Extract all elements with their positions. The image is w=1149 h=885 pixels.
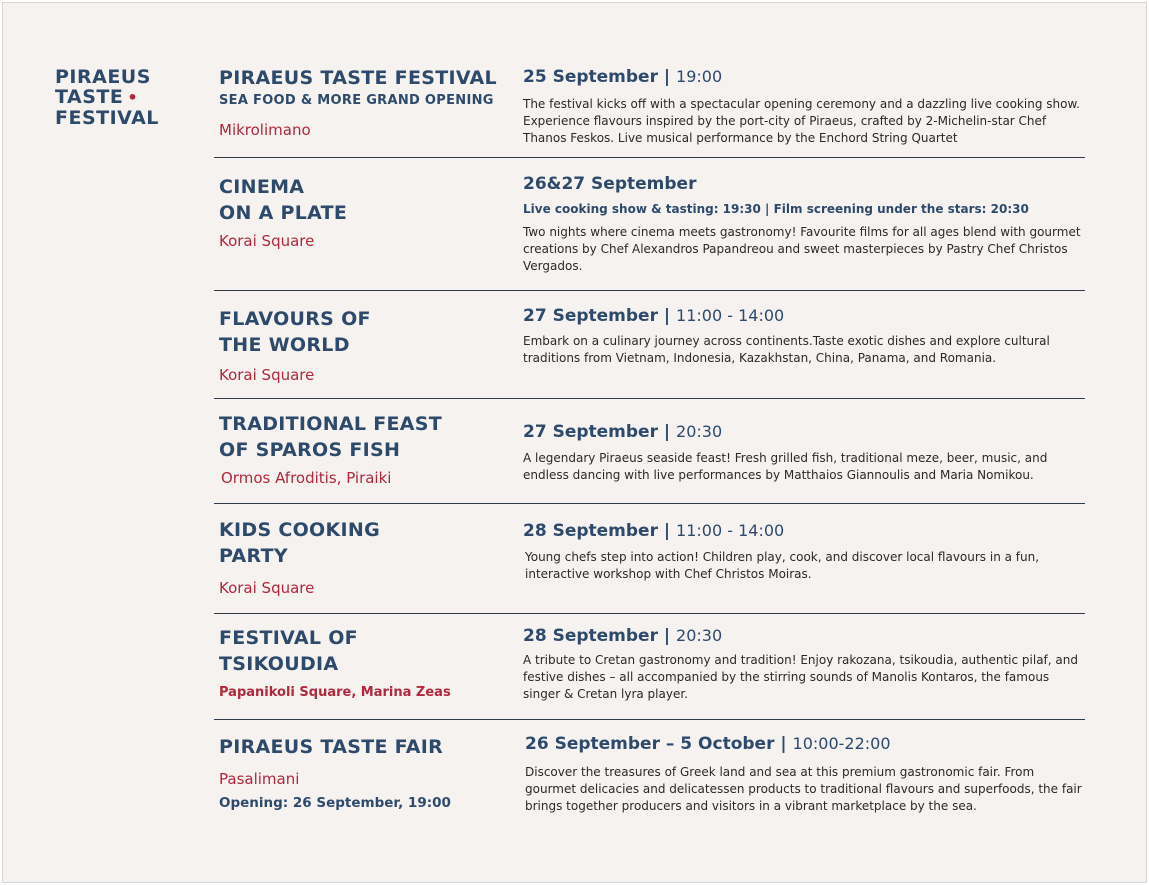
event-title bbox=[219, 306, 371, 358]
event-item bbox=[214, 291, 1085, 399]
event-date bbox=[523, 521, 784, 541]
event-title bbox=[219, 517, 380, 569]
event-description: A tribute to Cretan gastronomy and tradition! Enjoy rakozana, tsikoudia, authentic pilaf, and festive dishes – all accompanied by the stirring sounds of Manolis Kontaros, the famous singer & Cretan lyra player. bbox=[523, 653, 1078, 701]
event-title bbox=[219, 174, 347, 226]
event-title bbox=[219, 734, 443, 760]
event-subtitle: SEA FOOD & MORE GRAND OPENING bbox=[219, 93, 494, 108]
event-description: The festival kicks off with a spectacular opening ceremony and a dazzling live cooking show. Experience flavours inspired by the port-city of Piraeus, crafted by 2-Michelin-star Chef Thanos Feskos. Live musical performance by the Enchord String Quartet bbox=[523, 97, 1080, 145]
event-date bbox=[523, 626, 722, 646]
event-title-line: CINEMA bbox=[219, 176, 305, 198]
event-date-text: 28 September | bbox=[523, 626, 671, 646]
event-date-text: 26 September – 5 October | bbox=[525, 734, 787, 754]
logo-line-2-text: TASTE bbox=[55, 86, 124, 108]
event-description: A legendary Piraeus seaside feast! Fresh grilled fish, traditional meze, beer, music, and endless dancing with live performances by Matthaios Giannoulis and Maria Nomikou. bbox=[523, 451, 1048, 482]
event-title-line: TSIKOUDIA bbox=[219, 653, 339, 675]
event-date bbox=[523, 306, 784, 326]
logo-line-1: PIRAEUS bbox=[55, 66, 151, 88]
event-time: 20:30 bbox=[676, 422, 723, 441]
event-item bbox=[214, 614, 1085, 720]
event-date bbox=[523, 422, 722, 442]
logo-line-3: FESTIVAL bbox=[55, 107, 159, 129]
event-item bbox=[214, 504, 1085, 614]
event-item bbox=[214, 55, 1085, 158]
logo-dot-icon: • bbox=[127, 88, 139, 107]
event-title-line: PIRAEUS TASTE FAIR bbox=[219, 736, 444, 758]
event-title bbox=[219, 625, 358, 677]
event-date bbox=[523, 174, 696, 194]
event-description: Young chefs step into action! Children play, cook, and discover local flavours in a fun, interactive workshop with Chef Christos Moiras. bbox=[525, 550, 1040, 581]
event-date bbox=[525, 734, 891, 754]
event-venue: Ormos Afroditis, Piraiki bbox=[221, 469, 392, 487]
event-date-text: 27 September | bbox=[523, 306, 671, 326]
event-venue: Korai Square bbox=[219, 366, 315, 384]
event-venue: Mikrolimano bbox=[219, 121, 311, 139]
event-title-line: FESTIVAL OF bbox=[219, 627, 358, 649]
event-date-text: 25 September | bbox=[523, 67, 671, 87]
event-schedule: Live cooking show & tasting: 19:30 | Film screening under the stars: 20:30 bbox=[523, 202, 1029, 216]
event-venue: Papanikoli Square, Marina Zeas bbox=[219, 685, 451, 700]
event-title-line: THE WORLD bbox=[219, 334, 350, 356]
event-date-text: 28 September | bbox=[523, 521, 671, 541]
event-date-text: 27 September | bbox=[523, 422, 671, 442]
event-time: 10:00-22:00 bbox=[792, 734, 891, 753]
event-item bbox=[214, 720, 1085, 830]
event-item bbox=[214, 158, 1085, 291]
event-title bbox=[219, 65, 497, 91]
event-title-line: PIRAEUS TASTE FESTIVAL bbox=[219, 67, 497, 89]
event-venue: Korai Square bbox=[219, 579, 315, 597]
event-venue: Pasalimani bbox=[219, 770, 300, 788]
event-time: 20:30 bbox=[676, 626, 723, 645]
event-title-line: TRADITIONAL FEAST bbox=[219, 413, 443, 435]
event-title-line: OF SPAROS FISH bbox=[219, 439, 401, 461]
event-title-line: ON A PLATE bbox=[219, 202, 348, 224]
event-date-text: 26&27 September bbox=[523, 174, 697, 194]
event-title bbox=[219, 411, 442, 463]
event-time: 11:00 - 14:00 bbox=[676, 521, 785, 540]
logo-line-2 bbox=[55, 87, 159, 108]
event-title-line: KIDS COOKING bbox=[219, 519, 380, 541]
event-time: 19:00 bbox=[676, 67, 723, 86]
event-title-line: FLAVOURS OF bbox=[219, 308, 371, 330]
event-description: Embark on a culinary journey across continents.Taste exotic dishes and explore cultural traditions from Vietnam, Indonesia, Kazakhstan, China, Panama, and Romania. bbox=[523, 334, 1050, 365]
event-item bbox=[214, 399, 1085, 504]
event-date bbox=[523, 67, 722, 87]
event-opening: Opening: 26 September, 19:00 bbox=[219, 795, 451, 811]
event-description: Two nights where cinema meets gastronomy! Favourite films for all ages blend with gourmet creations by Chef Alexandros Papandreou and sweet masterpieces by Pastry Chef Christos Vergados. bbox=[523, 225, 1081, 273]
festival-logo bbox=[55, 67, 159, 128]
program-page bbox=[2, 2, 1147, 883]
event-time: 11:00 - 14:00 bbox=[676, 306, 785, 325]
event-title-line: PARTY bbox=[219, 545, 288, 567]
event-venue: Korai Square bbox=[219, 232, 315, 250]
event-description: Discover the treasures of Greek land and sea at this premium gastronomic fair. From gourmet delicacies and delicatessen products to traditional flavours and superfoods, the fair brings together producers and visitors in a vibrant marketplace by the sea. bbox=[525, 765, 1082, 813]
